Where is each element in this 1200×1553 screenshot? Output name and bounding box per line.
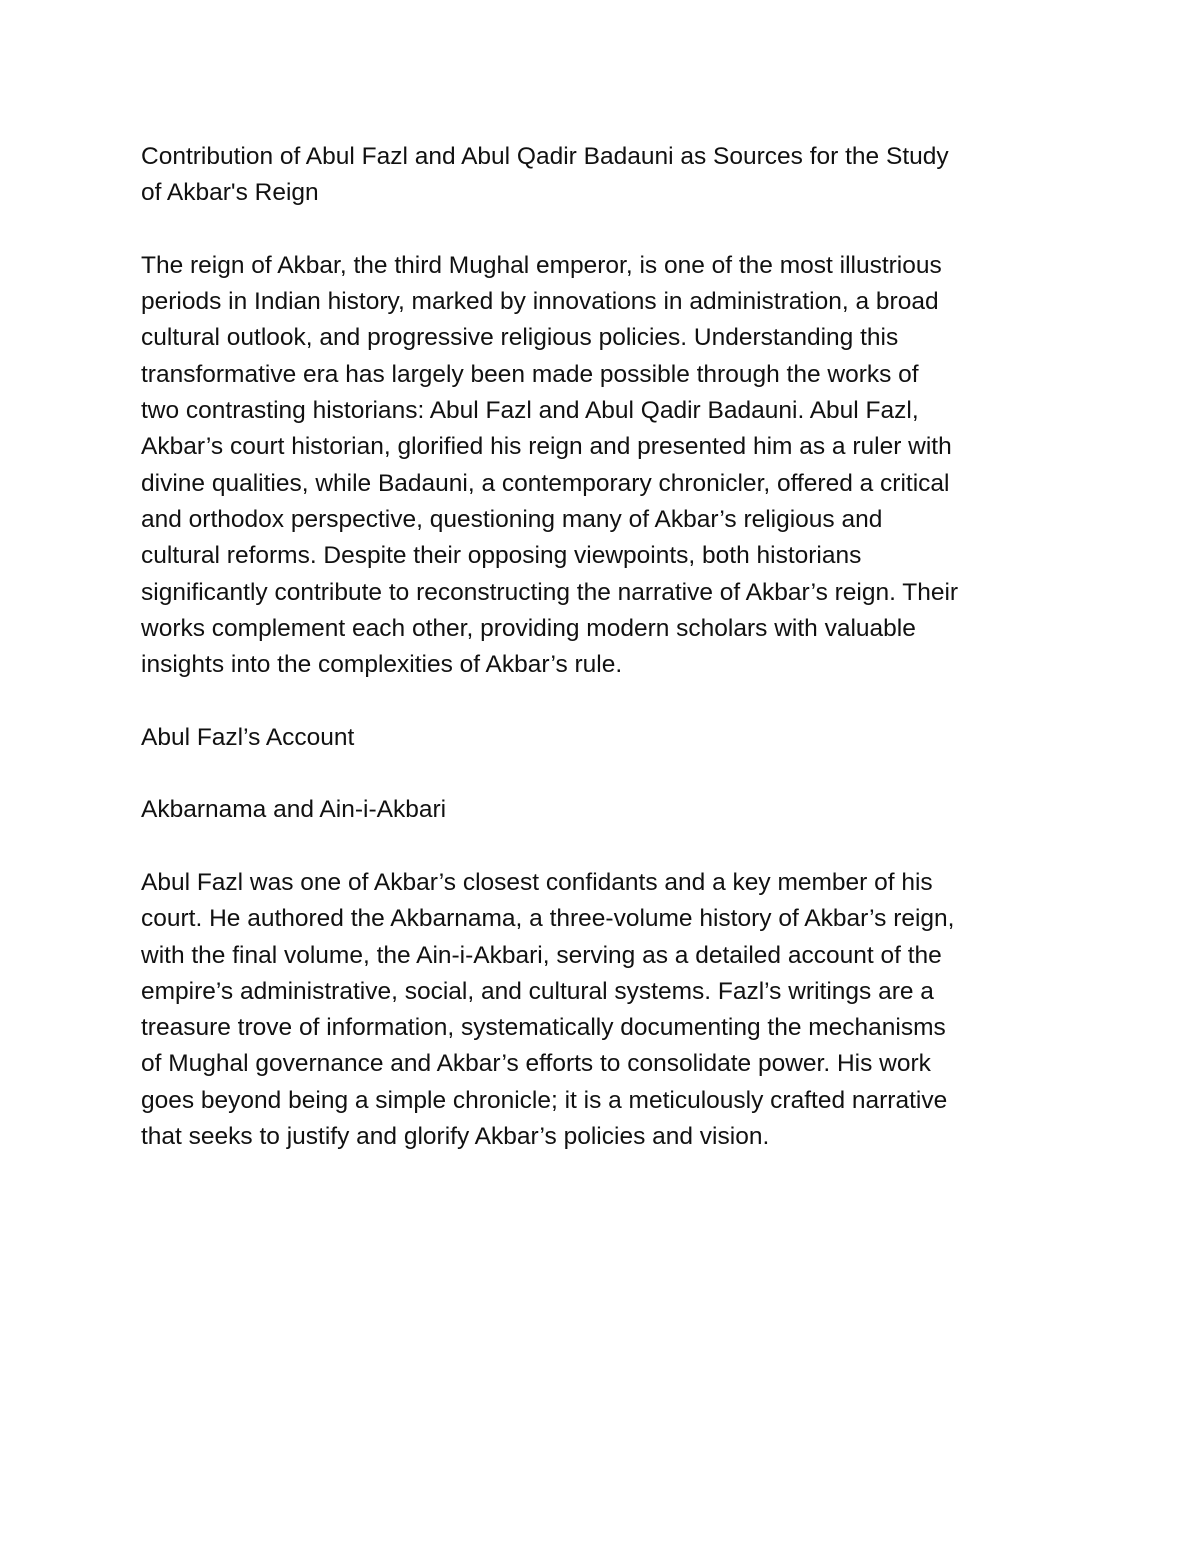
- paragraph-line: empire’s administrative, social, and cultural systems. Fazl’s writings are a: [141, 977, 934, 1005]
- paragraph-line: transformative era has largely been made possible through the works of: [141, 360, 919, 388]
- paragraph-line: cultural reforms. Despite their opposing viewpoints, both historians: [141, 542, 862, 570]
- paragraph-line: treasure trove of information, systematically documenting the mechanisms: [141, 1014, 946, 1042]
- paragraph-gap: [141, 212, 1066, 248]
- paragraph-line: significantly contribute to reconstructing the narrative of Akbar’s reign. Their: [141, 578, 959, 606]
- subsection-heading: Akbarnama and Ain-i-Akbari: [141, 796, 447, 824]
- paragraph-gap: [141, 683, 1066, 719]
- paragraph-line: of Mughal governance and Akbar’s efforts to consolidate power. His work: [141, 1050, 931, 1078]
- paragraph-line: cultural outlook, and progressive religious policies. Understanding this: [141, 324, 899, 352]
- body-paragraph: [141, 865, 1066, 1155]
- paragraph-line: that seeks to justify and glorify Akbar’s policies and vision.: [141, 1123, 770, 1151]
- paragraph-line: with the final volume, the Ain-i-Akbari, serving as a detailed account of the: [141, 941, 942, 969]
- document-title: [141, 139, 1066, 212]
- title-line: of Akbar's Reign: [141, 179, 319, 207]
- document-content: [141, 139, 1066, 1155]
- paragraph-line: two contrasting historians: Abul Fazl and Abul Qadir Badauni. Abul Fazl,: [141, 397, 919, 425]
- section-heading: Abul Fazl’s Account: [141, 723, 355, 751]
- paragraph-line: insights into the complexities of Akbar’s rule.: [141, 651, 623, 679]
- intro-paragraph: [141, 248, 1066, 684]
- paragraph-line: and orthodox perspective, questioning many of Akbar’s religious and: [141, 505, 883, 533]
- paragraph-line: Abul Fazl was one of Akbar’s closest confidants and a key member of his: [141, 868, 933, 896]
- title-line: Contribution of Abul Fazl and Abul Qadir Badauni as Sources for the Study: [141, 143, 949, 170]
- paragraph-line: works complement each other, providing modern scholars with valuable: [141, 614, 916, 642]
- paragraph-line: Akbar’s court historian, glorified his reign and presented him as a ruler with: [141, 433, 952, 461]
- paragraph-line: goes beyond being a simple chronicle; it is a meticulously crafted narrative: [141, 1086, 948, 1114]
- paragraph-line: divine qualities, while Badauni, a contemporary chronicler, offered a critical: [141, 469, 950, 497]
- paragraph-line: The reign of Akbar, the third Mughal emperor, is one of the most illustrious: [141, 251, 942, 279]
- paragraph-line: periods in Indian history, marked by innovations in administration, a broad: [141, 288, 939, 316]
- paragraph-line: court. He authored the Akbarnama, a three-volume history of Akbar’s reign,: [141, 905, 955, 933]
- paragraph-gap: [141, 829, 1066, 865]
- paragraph-gap: [141, 756, 1066, 792]
